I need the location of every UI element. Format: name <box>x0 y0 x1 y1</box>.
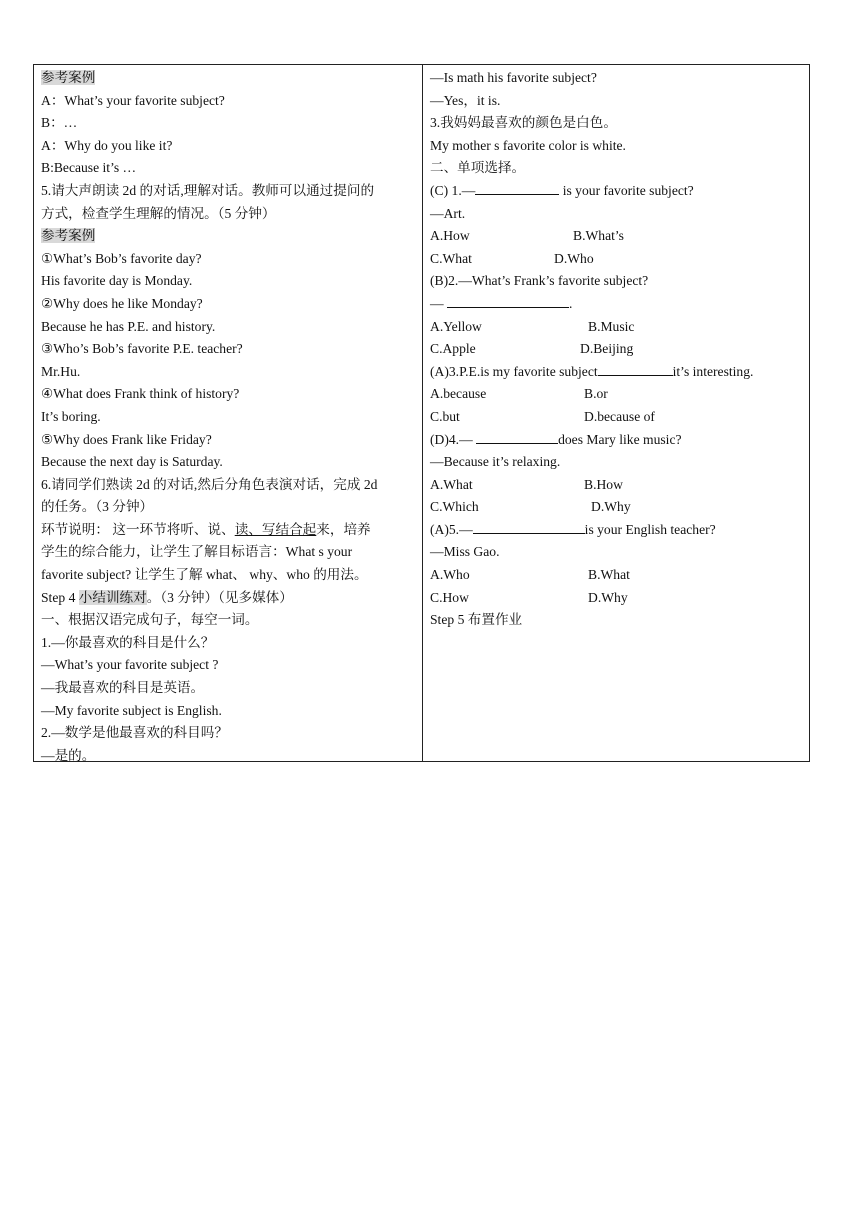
question-2-options-ab: A.Yellow B.Music <box>430 318 635 334</box>
exercise-line: 1.—你最喜欢的科目是什么？ <box>41 634 215 650</box>
exercise-line: —My favorite subject is English. <box>41 702 222 718</box>
exercise-heading: 二、单项选择。 <box>430 160 526 176</box>
answer-line: It’s boring. <box>41 408 101 424</box>
question-1: (C) 1.— is your favorite subject? <box>430 180 809 203</box>
question-4-options-ab: A.What B.How <box>430 476 623 492</box>
underlined-text: 读、写结合起 <box>234 521 317 537</box>
question-line: ④What does Frank think of history? <box>41 386 240 402</box>
question-4: (D)4.— does Mary like music? <box>430 429 809 452</box>
exercise-line: —是的。 <box>41 747 96 763</box>
instruction-line: 5.请大声朗读 2d 的对话,理解对话。教师可以通过提问的 <box>41 182 375 198</box>
answer-blank <box>475 180 559 195</box>
dialogue-line: B：… <box>41 115 78 131</box>
dialogue-line: A：Why do you like it? <box>41 137 173 153</box>
answer-blank <box>447 293 569 308</box>
lesson-table <box>33 64 810 762</box>
left-column <box>34 65 423 761</box>
step-heading: Step 5 布置作业 <box>430 612 523 628</box>
question-3-options-ab: A.because B.or <box>430 386 608 402</box>
note-line: favorite subject? 让学生了解 what、 why、who 的用法。 <box>41 567 368 583</box>
dialogue-line: A：What’s your favorite subject? <box>41 92 225 108</box>
answer-line: Because he has P.E. and history. <box>41 318 216 334</box>
highlighted-text: 小结训练对 <box>78 589 147 605</box>
question-5-answer: —Miss Gao. <box>430 544 500 560</box>
answer-blank <box>598 361 673 376</box>
question-line: ⑤Why does Frank like Friday? <box>41 431 212 447</box>
exercise-heading: 一、根据汉语完成句子，每空一词。 <box>41 612 259 628</box>
exercise-line: —What’s your favorite subject ? <box>41 657 219 673</box>
question-5-options-cd: C.How D.Why <box>430 589 628 605</box>
answer-blank <box>473 519 585 534</box>
question-1-options-cd: C.What D.Who <box>430 250 594 266</box>
instruction-line: 6.请同学们熟读 2d 的对话,然后分角色表演对话，完成 2d <box>41 476 378 492</box>
section-label: 参考案例 <box>41 70 96 85</box>
note-line: 环节说明： 这一环节将听、说、读、写结合起来，培养 <box>41 521 371 537</box>
section-label: 参考案例 <box>41 228 96 244</box>
question-2: (B)2.—What’s Frank’s favorite subject? <box>430 273 649 289</box>
dialogue-line: B:Because it’s … <box>41 160 137 176</box>
answer-line: Mr.Hu. <box>41 363 81 379</box>
exercise-line: My mother s favorite color is white. <box>430 137 626 153</box>
question-1-options-ab: A.How B.What’s <box>430 228 624 244</box>
question-4-options-cd: C.Which D.Why <box>430 499 631 515</box>
step-heading: Step 4 小结训练对。（3 分钟）（见多媒体） <box>41 589 293 605</box>
question-2-answer: — . <box>430 293 809 316</box>
note-line: 学生的综合能力，让学生了解目标语言：What s your <box>41 544 353 560</box>
question-5: (A)5.— is your English teacher? <box>430 519 809 542</box>
instruction-line: 的任务。（3 分钟） <box>41 499 154 515</box>
question-2-options-cd: C.Apple D.Beijing <box>430 341 634 357</box>
question-3: (A)3.P.E.is my favorite subject it’s interesting. <box>430 361 809 384</box>
question-5-options-ab: A.Who B.What <box>430 567 630 583</box>
exercise-line: —我最喜欢的科目是英语。 <box>41 680 205 696</box>
answer-line: Because the next day is Saturday. <box>41 454 223 470</box>
question-line: ②Why does he like Monday? <box>41 295 203 311</box>
exercise-line: —Yes，it is. <box>430 92 501 108</box>
answer-line: His favorite day is Monday. <box>41 273 193 289</box>
right-column <box>423 65 809 761</box>
question-line: ①What’s Bob’s favorite day? <box>41 250 202 266</box>
instruction-line: 方式，检查学生理解的情况。（5 分钟） <box>41 205 276 221</box>
question-4-answer: —Because it’s relaxing. <box>430 454 561 470</box>
question-line: ③Who’s Bob’s favorite P.E. teacher? <box>41 341 243 357</box>
question-3-options-cd: C.but D.because of <box>430 408 655 424</box>
question-1-answer: —Art. <box>430 205 466 221</box>
answer-blank <box>476 429 558 444</box>
exercise-line: —Is math his favorite subject? <box>430 70 597 85</box>
exercise-line: 2.—数学是他最喜欢的科目吗？ <box>41 725 228 741</box>
exercise-line: 3.我妈妈最喜欢的颜色是白色。 <box>430 115 617 131</box>
